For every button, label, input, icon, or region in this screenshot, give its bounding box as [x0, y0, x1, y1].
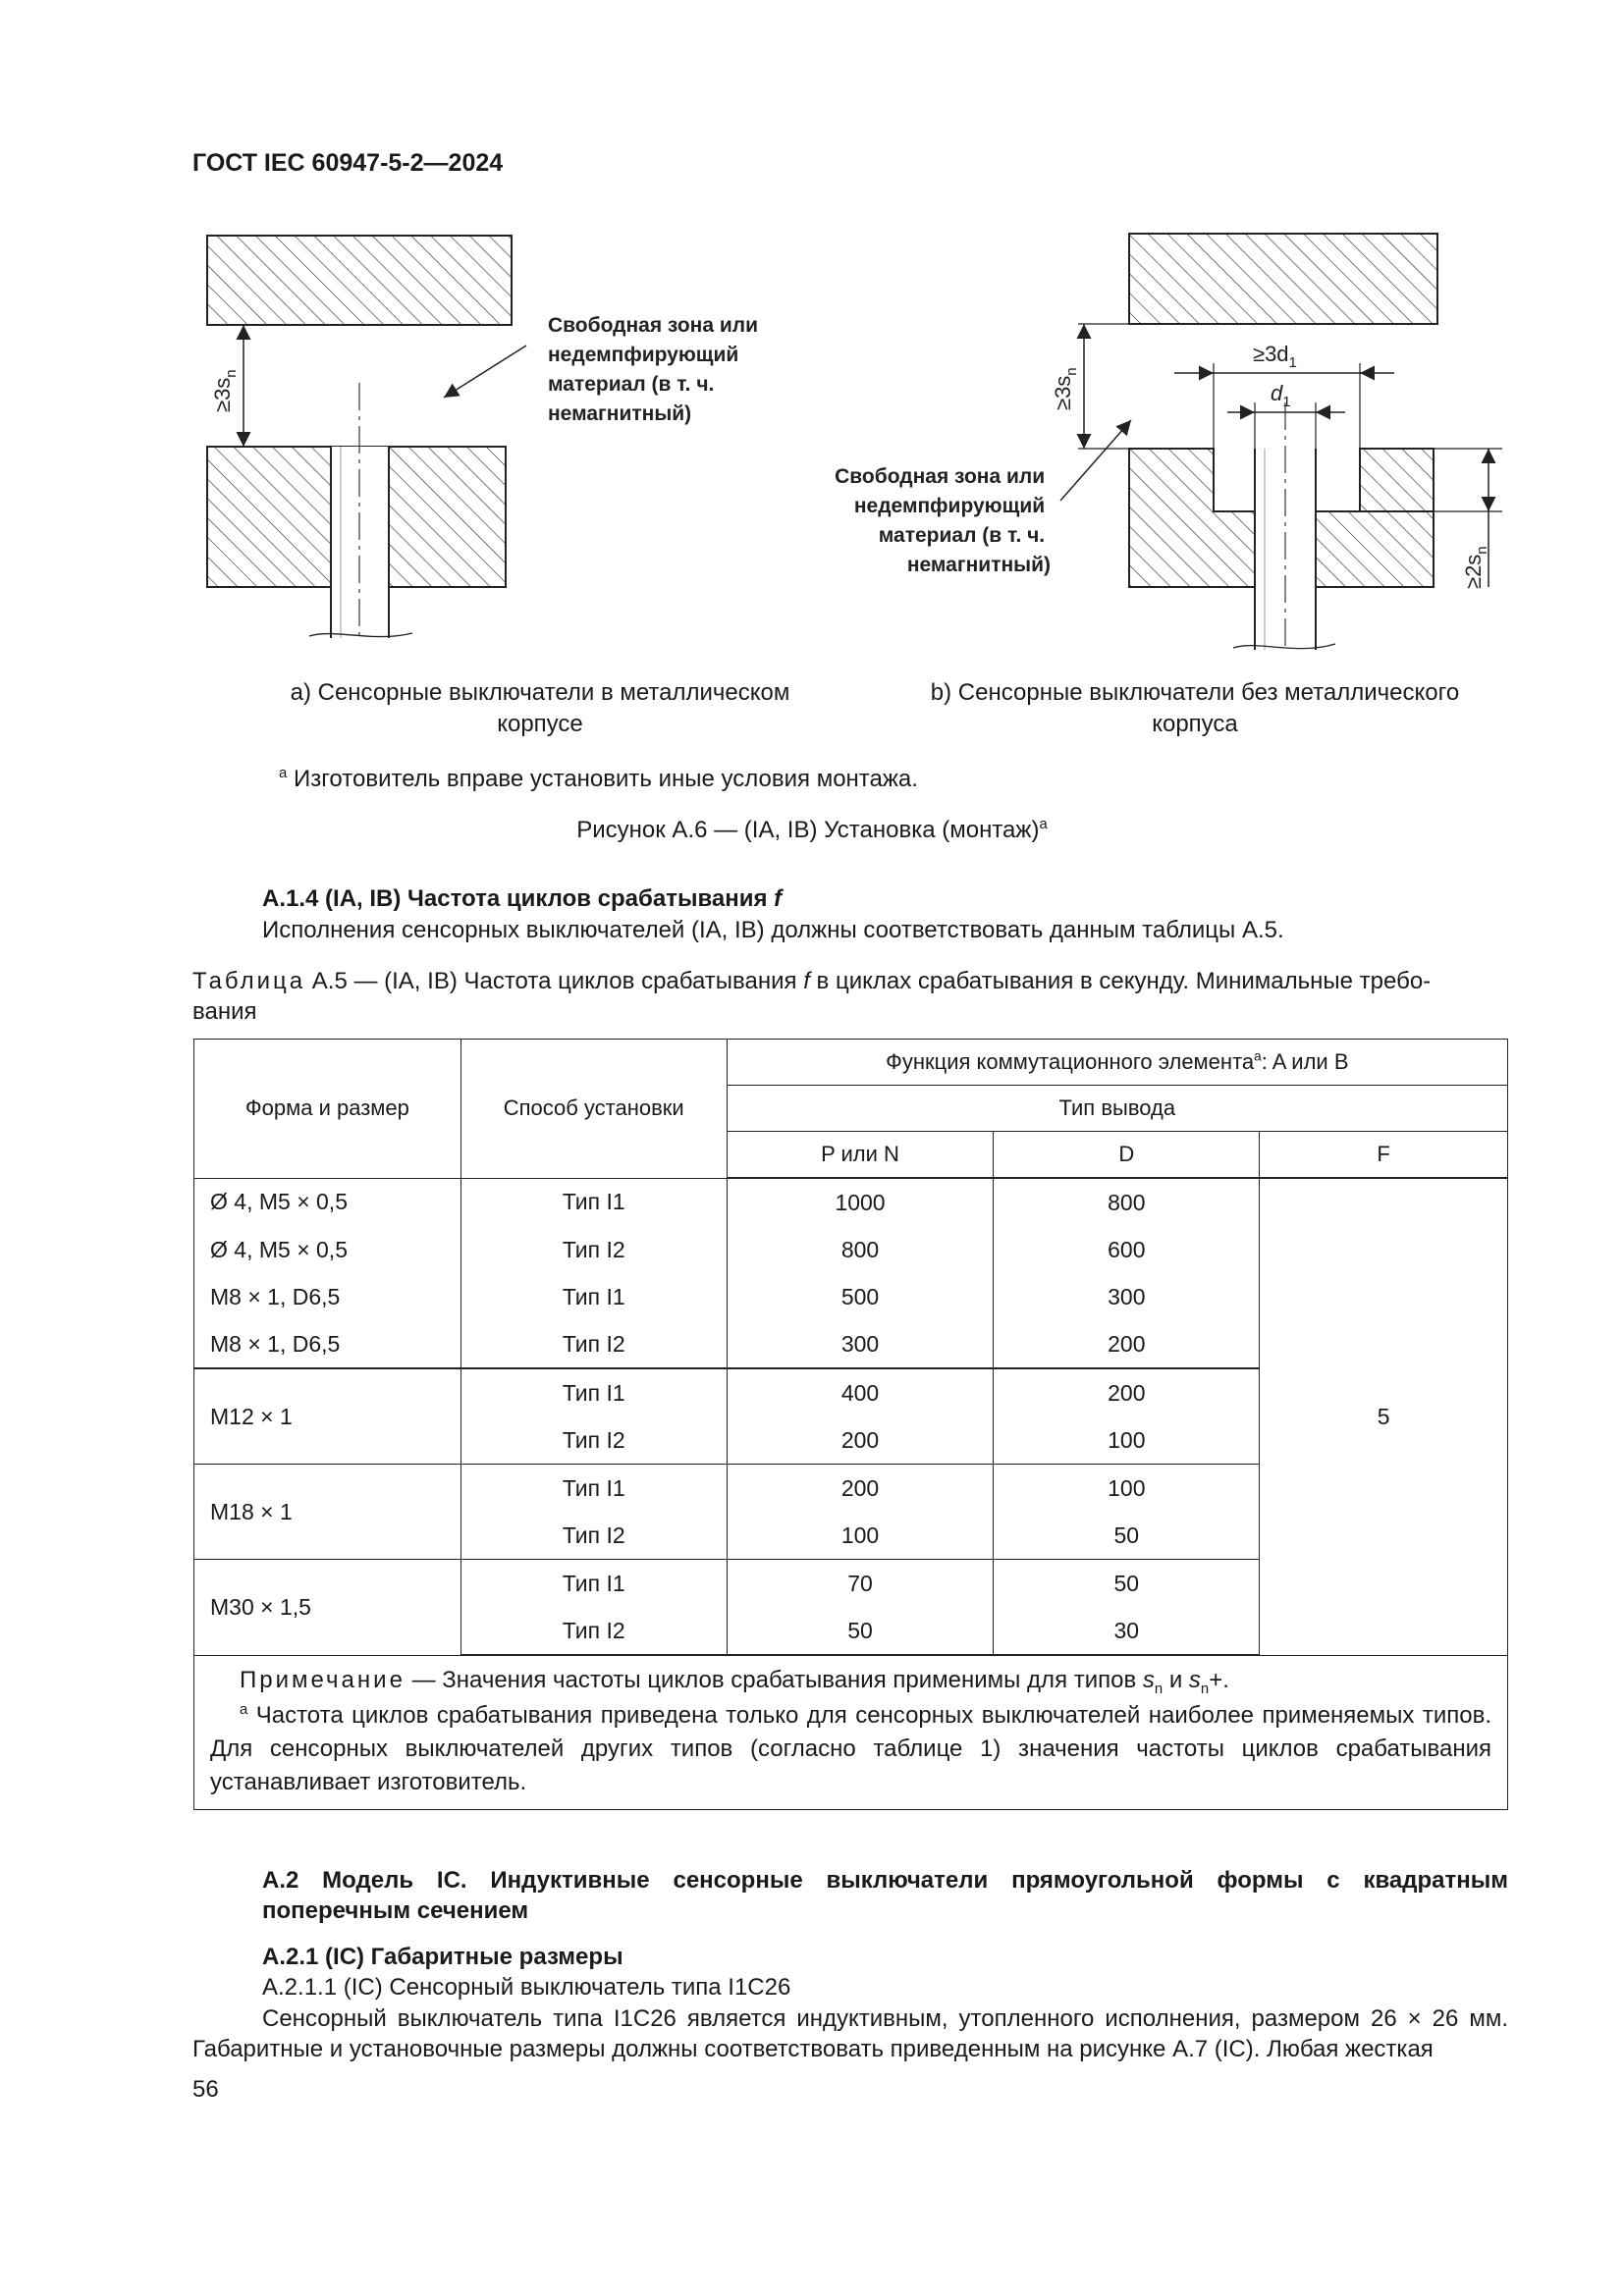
dim-label-3sn-left: $\ge 3s_n$ [210, 369, 240, 412]
header-output-type: Тип вывода [727, 1086, 1507, 1132]
figure-footnote: $^a$ Изготовитель вправе установить иные условия монтажа. [279, 766, 918, 792]
svg-text:Свободная зона или недем: Свободная зона или недемпфирующий материал (в т. ч. немагнитный) [835, 465, 1051, 576]
section-a211-heading: А.2.1.1 (IC) Сенсорный выключатель типа I1C26 [262, 1974, 791, 2001]
header-pn: P или N [727, 1132, 994, 1179]
header-d: D [994, 1132, 1260, 1179]
table-footnote: $^a$ Частота циклов срабатывания приведена только для сенсорных выключателей наиболее применяемых типов. Для сенсорных выключателей других типов (согласно таблице 1) значения частоты циклов срабатывания устанавливает изготовитель. [210, 1702, 1491, 1795]
dim-label-3sn-right: $\ge 3s_n$ [1051, 367, 1080, 410]
figure-caption-b: b) Сенсорные выключатели без металлического корпуса [930, 679, 1460, 737]
f-value-cell: 5 [1260, 1178, 1508, 1655]
document-header: ГОСТ IEC 60947-5-2—2024 [192, 149, 504, 177]
header-f: F [1260, 1132, 1508, 1179]
figure-title: Рисунок А.6 — (IA, IB) Установка (монтаж)$^a$ [576, 817, 1048, 843]
dim-label-3d1: $\ge 3d_1$ [1253, 342, 1297, 371]
section-a21-text: Сенсорный выключатель типа I1C26 является индуктивным, утопленного исполнения, размером 26 × 26 мм. Габаритные и установочные размеры должны соответствовать приведенным на рисунке А.7 (IC). Любая жесткая [192, 2005, 1508, 2062]
svg-text:Свободная зона или недем: Свободная зона или недемпфирующий материал (в т. ч. немагнитный) [548, 314, 759, 425]
table-notes [194, 1655, 1508, 1810]
figure-caption-a: a) Сенсорные выключатели в металлическом корпусе [290, 679, 790, 737]
table-row: Тип I2 200 100 [194, 1416, 1508, 1465]
header-function: Функция коммутационного элемента$^a$: A или B [727, 1040, 1507, 1086]
mounting-figure [0, 0, 1624, 687]
frequency-table [193, 1039, 1508, 1810]
table-note: Примечание — Значения частоты циклов срабатывания применимы для типов $s_n$ и $s_n+$. [240, 1667, 1229, 1697]
table-row: Тип I2 100 50 [194, 1512, 1508, 1560]
section-a2-heading: А.2 Модель IC. Индуктивные сенсорные выключатели прямоугольной формы с квадратным поперечным сечением [262, 1867, 1508, 1924]
table-row: M18 × 1 Тип I1 200 100 [194, 1465, 1508, 1513]
table-caption: Таблица А.5 — (IA, IB) Частота циклов срабатывания f в циклах срабатывания в секунду. Минимальные требо- вания [192, 968, 1432, 1025]
table-row: M30 × 1,5 Тип I1 70 50 [194, 1560, 1508, 1608]
header-shape: Форма и размер [194, 1040, 461, 1179]
dim-label-d1: $d_1$ [1271, 381, 1291, 410]
section-a14-heading: А.1.4 (IA, IB) Частота циклов срабатывания f [262, 885, 783, 912]
header-mount: Способ установки [460, 1040, 727, 1179]
table-row: M8 × 1, D6,5 Тип I1 500 300 [194, 1273, 1508, 1320]
figure-a-drawing [207, 236, 764, 638]
page-number: 56 [192, 2076, 219, 2103]
dim-label-2sn: $\ge 2s_n$ [1461, 546, 1490, 589]
table-row: Тип I2 50 30 [194, 1607, 1508, 1655]
table-row: Ø 4, M5 × 0,5 Тип I2 800 600 [194, 1226, 1508, 1273]
table-row: Ø 4, M5 × 0,5 Тип I1 1000 800 5 [194, 1178, 1508, 1226]
section-a14-text: Исполнения сенсорных выключателей (IA, IB) должны соответствовать данным таблицы А.5. [262, 917, 1284, 943]
section-a21-heading: А.2.1 (IC) Габаритные размеры [262, 1944, 623, 1970]
table-row: M12 × 1 Тип I1 400 200 [194, 1368, 1508, 1416]
figure-b-drawing [835, 234, 1502, 650]
table-row: M8 × 1, D6,5 Тип I2 300 200 [194, 1320, 1508, 1368]
